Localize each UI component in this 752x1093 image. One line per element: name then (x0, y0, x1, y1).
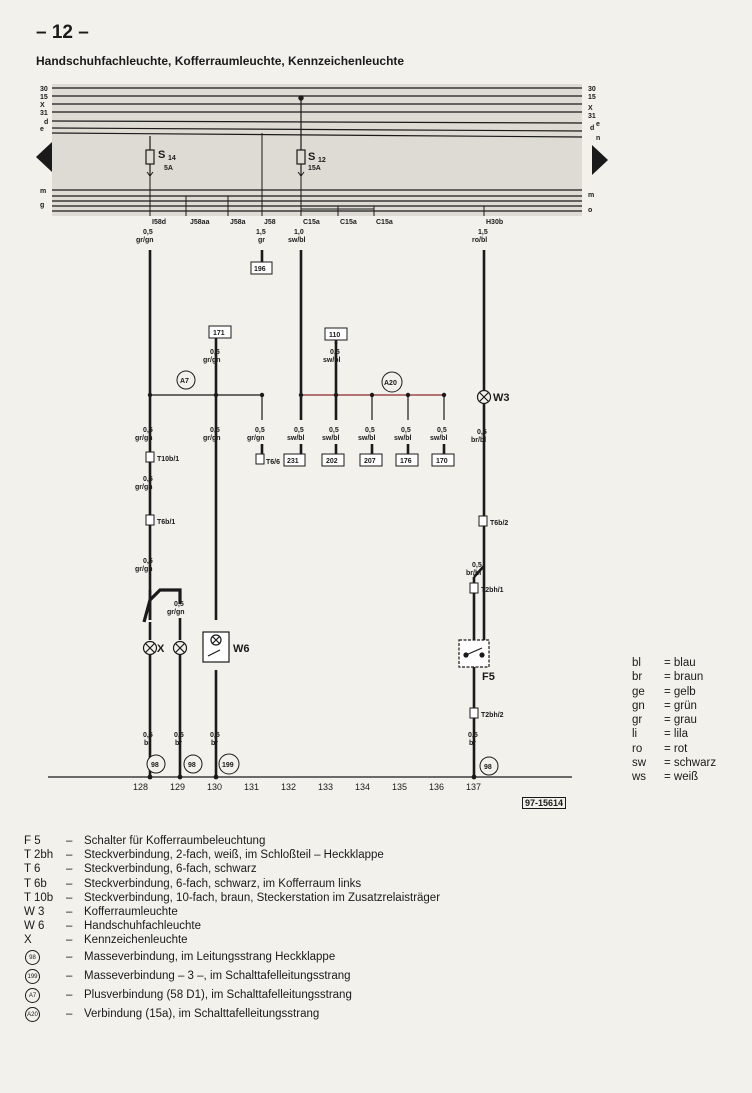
wire-size: 0,5 (477, 429, 487, 436)
bus-label: 15 (588, 94, 596, 101)
color-code: br (632, 671, 643, 684)
wire-size: 0,5 (210, 427, 220, 434)
legend-row: 98 – Masseverbindung, im Leitungsstrang Heckklappe (20, 948, 440, 967)
ref-number: 231 (287, 458, 299, 465)
terminal-label: J58a (230, 219, 246, 226)
a7-branch (150, 395, 262, 420)
wire-size: 0,5 (468, 732, 478, 739)
legend-code: W 3 (24, 905, 45, 918)
wire-color: gr/gn (135, 566, 153, 573)
drawing-number: 97-15614 (522, 797, 566, 809)
bus-label: d (44, 119, 49, 126)
component-label: F5 (482, 671, 495, 683)
column-number: 134 (355, 782, 371, 792)
wire-color: sw/bl (288, 237, 306, 244)
bus-label: g (40, 202, 45, 209)
color-code: ro (632, 742, 643, 755)
lamp-w3 (478, 391, 491, 404)
wire-color: sw/bl (287, 435, 305, 442)
column-number: 132 (281, 782, 297, 792)
fuse-sub: 14 (168, 155, 176, 162)
ground-symbol-icon: 98 (25, 950, 40, 965)
arrow-right-icon (592, 145, 608, 175)
color-legend-row (632, 670, 716, 684)
color-legend-row (632, 685, 716, 699)
component-label: W6 (233, 643, 250, 655)
column-number: 136 (429, 782, 445, 792)
wire-size: 0,5 (143, 476, 153, 483)
bus-label: 30 (588, 86, 596, 93)
wire-color: gr/gn (247, 435, 265, 442)
legend-text: Masseverbindung – 3 –, im Schalttafelleitungsstrang (84, 969, 351, 982)
wire-size: 0,5 (330, 349, 340, 356)
switch-f5 (459, 640, 489, 667)
node-label: A7 (180, 378, 189, 385)
wire-color: br (175, 740, 182, 747)
bus-label: 30 (40, 86, 48, 93)
wire-color: sw/bl (323, 357, 341, 364)
wire-color: br (211, 740, 218, 747)
color-name: = blau (664, 657, 696, 669)
bus-label: 31 (40, 110, 48, 117)
terminal-label: C15a (376, 219, 393, 226)
wire-color: ro/bl (472, 237, 488, 244)
legend-row: W 3 – Kofferraumleuchte (20, 905, 440, 919)
wire-size: 1,0 (294, 229, 304, 236)
ref-number: 207 (364, 458, 376, 465)
legend-row: T 6 – Steckverbindung, 6-fach, schwarz (20, 862, 440, 876)
wire-size: 0,5 (365, 427, 375, 434)
lamp-x-left (144, 642, 157, 666)
bus-label: 31 (588, 113, 596, 120)
wire-size: 0,5 (294, 427, 304, 434)
ref-number: 202 (326, 458, 338, 465)
main-wires (150, 250, 487, 777)
ref-number: 170 (436, 458, 448, 465)
legend-row: X – Kennzeichenleuchte (20, 933, 440, 947)
legend-code: T 10b (24, 891, 54, 904)
ref-number: 176 (400, 458, 412, 465)
color-code: bl (632, 657, 641, 669)
ref-box-stubs (216, 338, 336, 347)
wire-color: gr (258, 237, 265, 244)
wire-color: gr/gn (135, 484, 153, 491)
bus-label: n (596, 135, 601, 142)
wire-color: gr/gn (203, 435, 221, 442)
wire-size: 0,5 (255, 427, 265, 434)
wire-color: gr/gn (136, 237, 154, 244)
color-legend-row (632, 756, 716, 770)
legend-code: W 6 (24, 920, 45, 933)
wire-color: sw/bl (358, 435, 376, 442)
terminal-label: H30b (486, 219, 504, 226)
ground-number: 98 (484, 764, 492, 771)
wire-size: 1,5 (478, 229, 488, 236)
color-code: ws (632, 771, 647, 784)
fuse-rating: 15A (308, 165, 321, 172)
color-legend (632, 656, 716, 785)
color-legend-row (632, 656, 716, 670)
connector-symbols (146, 452, 487, 718)
wire-color: sw/bl (322, 435, 340, 442)
legend-code: T 2bh (24, 849, 54, 862)
column-number: 130 (207, 782, 223, 792)
color-name: = lila (664, 728, 688, 741)
fuse-sub: 12 (318, 157, 326, 164)
bus-label: m (588, 192, 595, 199)
legend-row: T 2bh – Steckverbindung, 2-fach, weiß, im Schloßteil – Heckklappe (20, 848, 440, 862)
color-legend-row (632, 713, 716, 727)
wire-size: 0,5 (472, 562, 482, 569)
wire-color: gr/gn (135, 435, 153, 442)
legend-row: A20 – Verbindung (15a), im Schalttafelleitungsstrang (20, 1005, 440, 1024)
connector-label: T10b/1 (157, 456, 180, 463)
color-name: = grün (664, 699, 697, 712)
color-code: gr (632, 714, 643, 727)
wire-size: 0,5 (329, 427, 339, 434)
ref-number: 110 (329, 332, 341, 339)
color-legend-row (632, 727, 716, 741)
color-name: = gelb (664, 685, 696, 698)
wire-size: 0,5 (143, 732, 153, 739)
connector-label: T6b/1 (157, 519, 176, 526)
wire-size: 0,5 (174, 601, 184, 608)
node-symbol-icon: A7 (25, 988, 40, 1003)
legend-text: Schalter für Kofferraumbeleuchtung (84, 835, 266, 847)
wire-size: 1,5 (256, 229, 266, 236)
ground-number: 199 (222, 762, 234, 769)
color-code: sw (632, 757, 647, 770)
wire-color: br (144, 740, 151, 747)
color-code: ge (632, 685, 645, 698)
lamp-x-right (174, 642, 187, 666)
column-number: 129 (170, 782, 186, 792)
bus-label: X (588, 105, 593, 112)
legend-text: Steckverbindung, 6-fach, schwarz (84, 863, 257, 876)
legend-code: F 5 (24, 835, 41, 847)
wire-size: 0,5 (210, 349, 220, 356)
column-number: 137 (466, 782, 482, 792)
legend-text: Plusverbindung (58 D1), im Schalttafelleitungsstrang (84, 988, 352, 1001)
wire-color: gr/gn (167, 609, 185, 616)
ref-number: 171 (213, 330, 225, 337)
bus-label: X (40, 102, 45, 109)
x-lamp-feeds (144, 566, 484, 640)
legend-text: Handschuhfachleuchte (84, 920, 201, 933)
page-title: Handschuhfachleuchte, Kofferraumleuchte, Kennzeichenleuchte (36, 54, 405, 68)
terminal-label: C15a (303, 219, 320, 226)
connector-label: T2bh/2 (481, 712, 504, 719)
ground-number: 98 (188, 762, 196, 769)
color-name: = weiß (664, 771, 699, 784)
column-number: 135 (392, 782, 408, 792)
legend-row: A7 – Plusverbindung (58 D1), im Schalttafelleitungsstrang (20, 986, 440, 1005)
terminal-labels (152, 219, 503, 226)
legend-code: X (24, 934, 32, 947)
connector-label: T6b/2 (490, 520, 509, 527)
color-legend-row (632, 770, 716, 784)
color-name: = grau (664, 714, 697, 727)
wire-color: br/bl (471, 437, 487, 444)
bus-label: e (596, 121, 600, 128)
legend-text: Kennzeichenleuchte (84, 934, 188, 947)
column-number: 128 (133, 782, 149, 792)
fuse-label: S (158, 149, 166, 161)
wire-color: sw/bl (430, 435, 448, 442)
wire-size: 0,5 (437, 427, 447, 434)
legend-code: T 6b (24, 877, 47, 890)
color-name: = rot (664, 742, 688, 755)
fuse-label: S (308, 151, 316, 163)
wire-color: br (469, 740, 476, 747)
fuse-rating: 5A (164, 165, 173, 172)
a20-branch (301, 395, 446, 420)
bus-label: o (588, 207, 593, 214)
column-number: 133 (318, 782, 334, 792)
column-numbers (133, 782, 481, 792)
ground-symbol-icon: 199 (25, 969, 40, 984)
wire-size: 0,5 (143, 427, 153, 434)
component-label: W3 (493, 392, 510, 404)
wire-labels (135, 229, 488, 747)
wire-color: br/bl (466, 570, 482, 577)
color-name: = braun (664, 671, 704, 684)
wire-size: 0,5 (143, 558, 153, 565)
legend-row: 199 – Masseverbindung – 3 –, im Schalttafelleitungsstrang (20, 967, 440, 986)
legend-text: Masseverbindung, im Leitungsstrang Heckklappe (84, 950, 336, 963)
legend-text: Steckverbindung, 10-fach, braun, Steckerstation im Zusatzrelaisträger (84, 891, 441, 904)
legend-row: F 5 – Schalter für Kofferraumbeleuchtung (20, 834, 440, 848)
node-label: A20 (384, 380, 397, 387)
legend-row: T 6b – Steckverbindung, 6-fach, schwarz, im Kofferraum links (20, 877, 440, 891)
legend-text: Steckverbindung, 2-fach, weiß, im Schloßteil – Heckklappe (84, 849, 384, 862)
color-code: li (632, 728, 638, 741)
bus-label: e (40, 126, 44, 133)
legend-text: Verbindung (15a), im Schalttafelleitungsstrang (84, 1007, 320, 1020)
legend-code: T 6 (24, 863, 41, 876)
wire-size: 0,5 (143, 229, 153, 236)
legend-row: W 6 – Handschuhfachleuchte (20, 919, 440, 933)
column-number: 131 (244, 782, 260, 792)
terminal-label: J58 (264, 219, 276, 226)
ref-number: 196 (254, 266, 266, 273)
component-legend (20, 834, 440, 1024)
component-label: X (157, 643, 165, 655)
lamp-w6 (203, 632, 229, 662)
connector-labels (157, 456, 508, 719)
connector-label: T2bh/1 (481, 587, 504, 594)
bus-label: d (590, 125, 595, 132)
wire-size: 0,5 (210, 732, 220, 739)
terminal-label: I58d (152, 219, 167, 226)
ground-number: 98 (151, 762, 159, 769)
wire-size: 0,5 (401, 427, 411, 434)
color-legend-row (632, 742, 716, 756)
wire-size: 0,5 (174, 732, 184, 739)
legend-text: Steckverbindung, 6-fach, schwarz, im Kofferraum links (84, 877, 362, 890)
page-number: – 12 – (36, 22, 89, 43)
wire-color: gr/gn (203, 357, 221, 364)
arrow-left-icon (36, 142, 52, 172)
color-code: gn (632, 699, 645, 712)
node-symbol-icon: A20 (25, 1007, 40, 1022)
terminal-label: C15a (340, 219, 357, 226)
color-name: = schwarz (664, 757, 717, 770)
bus-label: 15 (40, 94, 48, 101)
legend-row: T 10b – Steckverbindung, 10-fach, braun, Steckerstation im Zusatzrelaisträger (20, 891, 440, 905)
ground-symbols (147, 754, 498, 775)
bus-label: m (40, 188, 47, 195)
terminal-label: J58aa (190, 219, 210, 226)
connector-label: T6/6 (266, 459, 281, 466)
color-legend-row (632, 699, 716, 713)
wire-color: sw/bl (394, 435, 412, 442)
legend-text: Kofferraumleuchte (84, 905, 178, 918)
